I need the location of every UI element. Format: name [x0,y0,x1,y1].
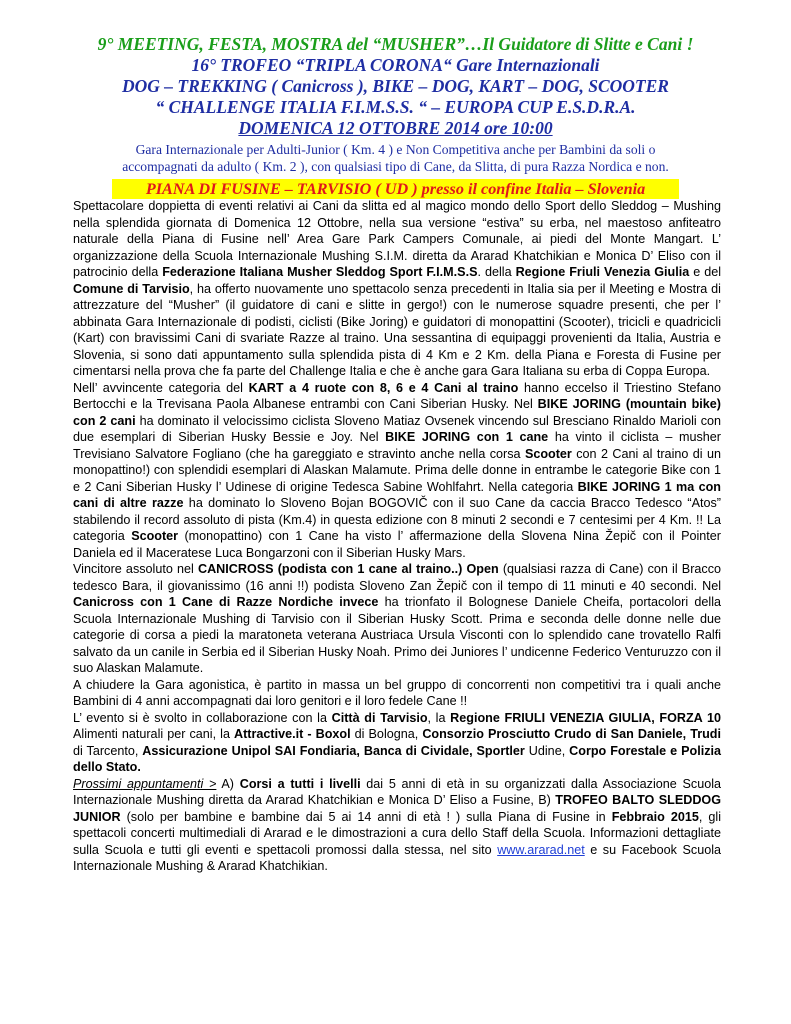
text-run: di Tarcento, [73,743,143,758]
bold-text: Scooter [131,529,179,543]
text-run: ha dominato lo Sloveno Bojan BOGOVIČ con il suo Cane da caccia Bracco Tedesco “Atos” stabilendo il record assoluto di pista (Km.4) in questa edizione con 8 minuti 2 secondi e 7 centesimi per 4 Km. !! La categoria [73,496,721,543]
paragraph-kart-bike [73,380,721,562]
bold-text: Corsi a tutti i livelli [239,776,361,791]
bold-text: KART a 4 ruote con 8, 6 e 4 Cani al traino [248,380,519,395]
paragraph-sponsors [73,710,721,776]
bold-text: Attractive.it - Boxol [234,727,351,741]
text-run: e su Facebook Scuola Internazionale Mushing & Ararad Khatchikian. [73,842,721,873]
bold-text: Regione Friuli Venezia Giulia [515,265,690,279]
text-run: dai 5 anni di età in su organizzati dalla Associazione Scuola Internazionale Mushing diretta da Ararad Khatchikian e Monica D’ Eliso a Fusine, B) [73,776,722,807]
text-run: ha vinto il ciclista – musher Trevisiano Salvatore Fogliano (che ha gareggiato e stravinto anche nella corsa [73,430,721,461]
subtitle-line1: Gara Internazionale per Adulti-Junior ( Km. 4 ) e Non Competitiva anche per Bambini da soli o [135,142,656,157]
subtitle [64,141,727,175]
text-run: di Bologna, [350,727,423,741]
website-link[interactable]: www.ararad.net [497,842,585,857]
text-run: , la [427,710,451,725]
upcoming-label: Prossimi appuntamenti > [73,776,217,791]
text-run: L’ evento si è svolto in collaborazione con la [73,710,332,725]
header-title-line3: DOG – TREKKING ( Canicross ), BIKE – DOG, KART – DOG, SCOOTER [122,76,669,96]
text-run: , ha offerto nuovamente uno spettacolo senza precedenti in Italia sia per il Meeting e Mostra di attrezzature del “Musher” (il guidatore di cani e slitte in gergo!) con le numerose squadre presenti, che per l’ abbinata Gara Internazionale di podisti, ciclisti (Bike Joring) e guidatori di monopattini (Scooter), tricicli e quadricicli (Kart) con bravissimi Cani di svariate Razze al traino. Una sessantina di equipaggi provenienti da Italia, Austria e Slovenia, si sono dati appuntamento sulla splendida pista di 4 Km e 2 Km. della Piana e Foresta di Fusine per cimentarsi nella prova che fa parte del Challenge Italia e che è anche gara Gara Italiana su erba di Coppa Europa. [73,281,721,378]
bold-text: Scooter [524,446,572,461]
text-run: Spettacolare doppietta di eventi relativi ai Cani da slitta ed al magico mondo dello Sport dello Sleddog – Mushing nella splendida giornata di Domenica 12 Ottobre, nella sua versione “estiva” su erba, nel maestoso anfiteatro naturale della Piana di Fusine nell’ Area Gare Park Campers Comunale, ai piedi del Monte Mangart. L’ organizzazione della Scuola Internazionale Mushing S.I.M. diretta da Ararad Khatchikian e Monica D’ Eliso con il patrocinio della [73,199,721,279]
text-run: ha trionfato il Bolognese Daniele Cheifa, portacolori della Scuola Internazionale Mushing di Tarvisio con il Siberian Husky Scott. Prima e seconda delle donne nelle due categorie di corsa a piedi la maratoneta veterana Austriaca Ursula Visconti con lo splendido cane trovatello Ralfi salvato da un canile in Serbia ed il Siberian Husky Noah. Primo dei Juniores l’ undicenne Federico Venturuzzo con il suo Alaskan Malamute. [73,595,721,675]
bold-text: Città di Tarvisio [331,710,428,725]
bold-text: TROFEO BALTO SLEDDOG JUNIOR [73,793,722,824]
bold-text: Corpo Forestale e Polizia dello Stato. [73,743,721,774]
text-run: , gli spettacoli concerti multimediali di Ararad e le dimostrazioni a cura dello Staff della Scuola. Informazioni dettagliate sulla Scuola e tutti gli eventi e spettacoli promossi dalla stessa, nel sito [73,809,721,857]
bold-text: BIKE JORING (mountain bike) con 2 cani [73,397,721,428]
paragraph-upcoming [73,776,721,875]
header-title-line1: 9° MEETING, FESTA, MOSTRA del “MUSHER”…Il Guidatore di Slitte e Cani ! [97,34,694,54]
text-run: hanno eccelso il Triestino Stefano Bertocchi e la Trevisana Paola Albanese entrambi con Cani Siberian Husky. Nel [73,380,722,411]
subtitle-line2: accompagnati da adulto ( Km. 2 ), con qualsiasi tipo di Cane, da Slitta, di pura Razza Nordica e non. [122,159,669,174]
bold-text: Regione FRIULI VENEZIA GIULIA, FORZA 10 [450,710,721,725]
text-run: (qualsiasi razza di Cane) con il Bracco tedesco Bara, il giovanissimo (16 anni !!) podista Sloveno Zan Žepič con il tempo di 11 minuti e 40 secondi. Nel [73,562,722,593]
paragraph-canicross [73,561,721,677]
bold-text: CANICROSS (podista con 1 cane al traino..) Open [197,562,499,576]
event-date: DOMENICA 12 OTTOBRE 2014 ore 10:00 [238,118,553,138]
text-run: Vincitore assoluto nel [73,562,198,576]
paragraph-intro [73,198,721,380]
header-title-line2: 16° TROFEO “TRIPLA CORONA“ Gare Internazionali [191,55,600,75]
text-run: (solo per bambine e bambine dai 5 ai 14 anni di età ! ) sulla Piana di Fusine in [120,809,612,824]
header [60,34,731,139]
text-run: e del [689,265,721,279]
bold-text: Febbraio 2015 [611,809,699,824]
bold-text: Federazione Italiana Musher Sleddog Sport F.I.M.S.S [162,265,478,279]
header-title-line4: “ CHALLENGE ITALIA F.I.M.S.S. “ – EUROPA CUP E.S.D.R.A. [155,97,636,117]
text-run: Alimenti naturali per cani, la [73,727,235,741]
bold-text: Comune di Tarvisio [73,281,190,296]
paragraph-noncompetitive: A chiudere la Gara agonistica, è partito in massa un bel gruppo di concorrenti non competitivi tra i quali anche Bambini di 4 anni accompagnati dai loro genitori e il loro fedele Cane !! [73,677,721,708]
text-run: Udine, [524,743,570,758]
text-run: con 2 Cani al traino di un monopattino!) con splendidi esemplari di Alaskan Malamute. Prima delle donne in entrambe le categorie Bike con 1 e 2 Cani Siberian Husky l’ Udinese di origine Tedesca Sabine Wohlfahrt. Nella categoria [73,446,721,494]
location-banner: PIANA DI FUSINE – TARVISIO ( UD ) presso il confine Italia – Slovenia [112,179,679,199]
bold-text: Canicross con 1 Cane di Razze Nordiche invece [73,595,379,609]
text-run: . della [477,265,516,279]
text-run: A) [216,776,240,791]
text-run: ha dominato il velocissimo ciclista Sloveno Matiaz Ovsenek vincendo sul Bresciano Rinaldo Marioli con due esemplari di Siberian Husky Bessie e Joy. Nel [73,413,721,444]
text-run: Nell’ avvincente categoria del [73,380,249,395]
bold-text: Assicurazione Unipol SAI Fondiaria, Banca di Cividale, Sportler [142,743,525,758]
bold-text: Consorzio Prosciutto Crudo di San Daniele, Trudi [422,727,721,741]
text-run: (monopattino) con 1 Cane ha visto l’ affermazione della Slovena Nina Žepič con il Pointer Daniela ed il Maceratese Luca Bongarzoni con il Siberian Husky Mars. [73,529,722,560]
bold-text: BIKE JORING 1 ma con cani di altre razze [73,479,721,510]
article-body [73,198,721,875]
bold-text: BIKE JORING con 1 cane [385,430,549,444]
